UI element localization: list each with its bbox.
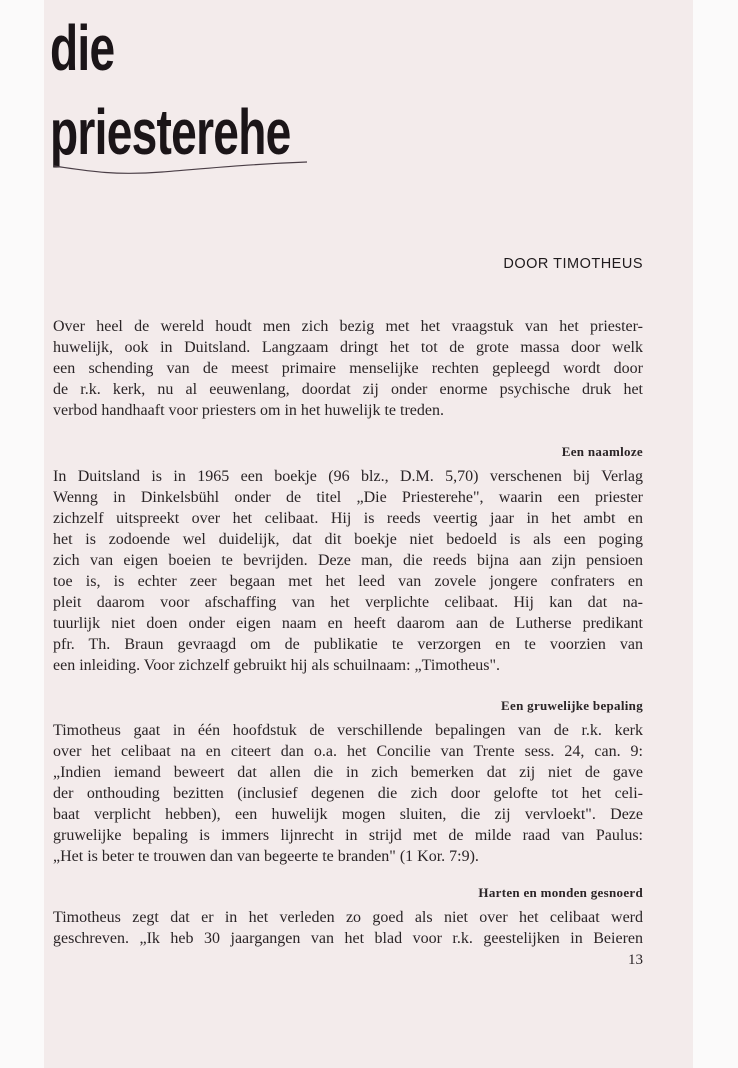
text-line: gruwelijke bepaling is immers lijnrecht in strijd met de milde raad van Paulus:: [53, 827, 643, 844]
text-line: Wenng in Dinkelsbühl onder de titel „Die Priesterehe", waarin een priester: [53, 489, 643, 506]
text-line: pleit daarom voor afschaffing van het verplichte celibaat. Hij kan dat na-: [53, 594, 643, 611]
section-heading: Een gruwelijke bepaling: [501, 698, 643, 713]
paragraph-intro: [53, 316, 643, 421]
text-line: tuurlijk niet doen onder eigen naam en heeft daarom aan de Lutherse predikant: [53, 615, 643, 632]
text-line: „Indien iemand beweert dat allen die in zich bemerken dat zij niet de gave: [53, 764, 643, 781]
byline: DOOR TIMOTHEUS: [503, 256, 643, 272]
text-line: een inleiding. Voor zichzelf gebruikt hij als schuilnaam: „Timotheus".: [53, 657, 501, 674]
page-number: 13: [628, 952, 643, 968]
text-line: een schending van de meest primaire menselijke rechten gepleegd wordt door: [53, 360, 643, 377]
text-line: baat verplicht hebben), een huwelijk mogen sluiten, die zij vervloekt". Deze: [53, 806, 643, 823]
text-line: het is zodoende wel duidelijk, dat dit boekje niet bedoeld is als een poging: [53, 531, 643, 548]
text-line: huwelijk, ook in Duitsland. Langzaam dringt het tot de grote massa door welk: [53, 339, 643, 356]
text-line: Over heel de wereld houdt men zich bezig met het vraagstuk van het priester-: [53, 318, 643, 335]
document-page: [44, 0, 693, 1068]
text-line: toe is, is echter zeer begaan met het leed van zovele jongere confraters en: [53, 573, 643, 590]
text-line: „Het is beter te trouwen dan van begeerte te branden" (1 Kor. 7:9).: [53, 848, 479, 865]
text-line: der onthouding bezitten (inclusief degenen die zich door gelofte tot het celi-: [53, 785, 643, 802]
title-line-2: priesterehe: [50, 96, 291, 168]
text-line: zich van eigen boeien te bevrijden. Deze man, die reeds bijna aan zijn pensioen: [53, 552, 643, 569]
paragraph-een-gruwelijke-bepaling: [53, 720, 643, 867]
title-line-1: die: [50, 12, 115, 84]
text-line: de r.k. kerk, nu al eeuwenlang, doordat zij onder enorme psychische druk het: [53, 381, 643, 398]
text-line: Timotheus gaat in één hoofdstuk de verschillende bepalingen van de r.k. kerk: [53, 722, 643, 739]
text-line: In Duitsland is in 1965 een boekje (96 blz., D.M. 5,70) verschenen bij Verlag: [53, 468, 643, 485]
section-heading: Harten en monden gesnoerd: [478, 885, 643, 900]
text-line: zichzelf uitspreekt over het celibaat. Hij is reeds veertig jaar in het ambt en: [53, 510, 643, 527]
text-line: over het celibaat na en citeert dan o.a. het Concilie van Trente sess. 24, can. 9:: [53, 743, 643, 760]
handwritten-underline: [52, 160, 312, 180]
text-line: geschreven. „Ik heb 30 jaargangen van het blad voor r.k. geestelijken in Beieren: [53, 930, 643, 947]
paragraph-harten-en-monden: [53, 907, 643, 949]
text-line: verbod handhaaft voor priesters om in het huwelijk te treden.: [53, 402, 444, 419]
paragraph-een-naamloze: [53, 466, 643, 676]
text-line: Timotheus zegt dat er in het verleden zo goed als niet over het celibaat werd: [53, 909, 643, 926]
section-heading: Een naamloze: [561, 444, 643, 459]
text-line: pfr. Th. Braun gevraagd om de publikatie te verzorgen en te voorzien van: [53, 636, 643, 653]
